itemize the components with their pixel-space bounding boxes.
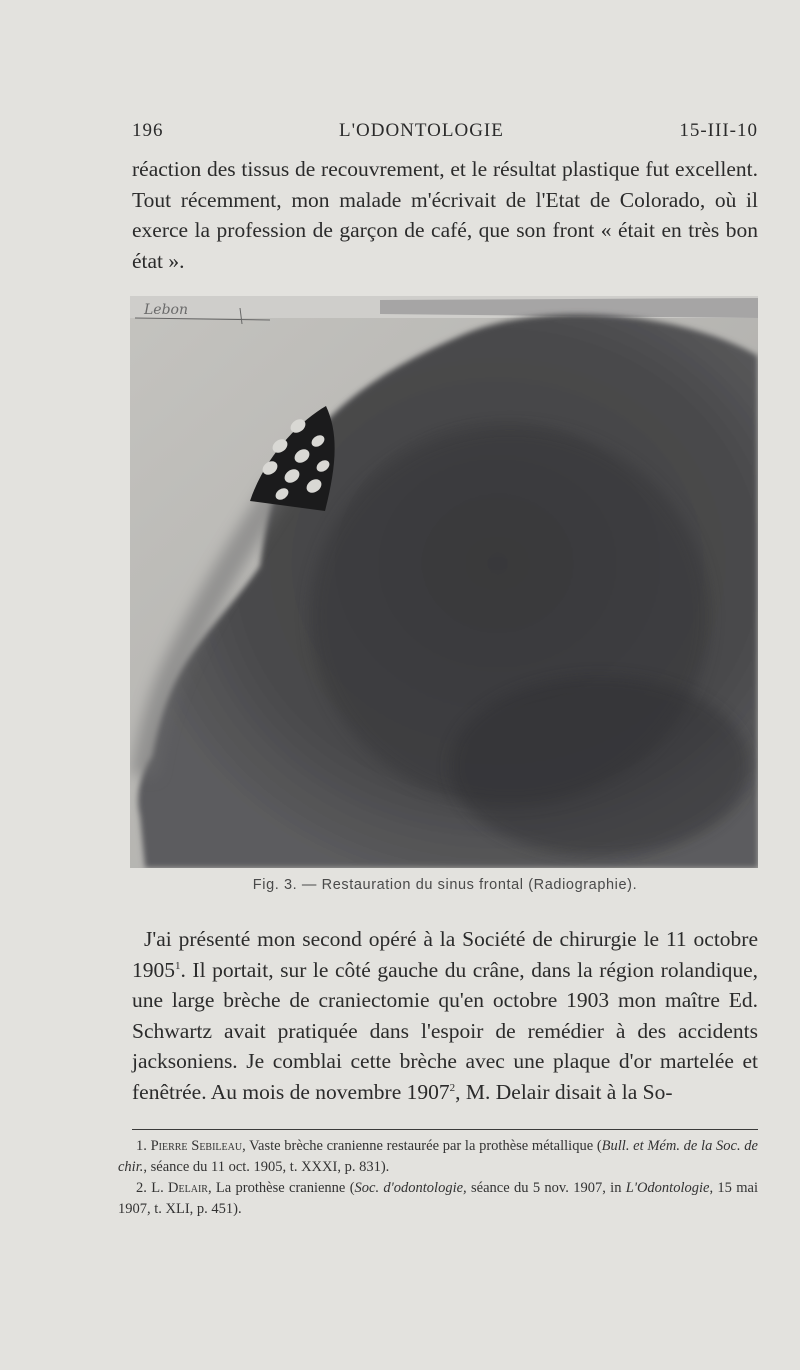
footnotes — [118, 1136, 758, 1220]
footnote-text: , La prothèse cranienne ( — [207, 1180, 355, 1196]
figure-caption: Fig. 3. — Restauration du sinus frontal (Radiographie). — [252, 877, 638, 893]
footnote-source: Soc. d'odontologie, — [354, 1180, 467, 1196]
footnote-text: , Vaste brèche cranienne restaurée par la prothèse métallique ( — [242, 1138, 602, 1154]
footnote-2 — [118, 1178, 758, 1220]
footnote-ref-2[interactable]: 2 — [449, 1081, 456, 1094]
footnote-tail: , séance du 11 oct. 1905, t. XXXI, p. 831). — [143, 1159, 390, 1175]
footnote-source-2: L'Odontologie — [625, 1180, 710, 1196]
paragraph-2-part-2: . Il portait, sur le côté gauche du crâne, dans la région rolandique, une large brèche de craniectomie qu'en octobre 1903 mon maître Ed. Schwartz avait pratiquée dans l'espoir de remédier à des accidents jacksoniens. Je comblai cette brèche avec une plaque d'or martelée et fenêtrée. Au mois de novembre 1907 — [132, 957, 758, 1104]
footnote-source: Bull. et Mém. de la Soc. de chir. — [118, 1138, 758, 1175]
footnote-author: L. Delair — [151, 1180, 208, 1196]
footnote-1 — [118, 1136, 758, 1178]
radiograph-figure — [130, 296, 758, 868]
paragraph-1: réaction des tissus de recouvrement, et le résultat plastique fut excellent. Tout récemment, mon malade m'écrivait de l'Etat de Colorado, où il exerce la profession de garçon de café, que son front « était en très bon état ». — [132, 157, 758, 273]
journal-title: L'ODONTOLOGIE — [338, 120, 504, 141]
footnote-number: 1. — [136, 1138, 147, 1154]
footnote-number: 2. — [136, 1180, 147, 1196]
paragraph-2 — [132, 924, 758, 1107]
page-number: 196 — [132, 120, 164, 141]
footnote-author: Pierre Sebileau — [150, 1138, 243, 1154]
footnote-tail-2: , 15 mai 1907, t. XLI, p. 451). — [118, 1180, 758, 1217]
handwritten-note: Lebon — [144, 302, 188, 318]
footnote-ref-1[interactable]: 1 — [175, 959, 181, 972]
skull-radiograph-image — [130, 296, 758, 868]
paragraph-2-part-3: , M. Delair disait à la So- — [455, 1079, 673, 1104]
paragraph-2-part-1: J'ai présenté mon second opéré à la Société de chirurgie le 11 octobre 1905 — [132, 927, 758, 982]
issue-date: 15-III-10 — [679, 120, 758, 141]
footnote-rule — [132, 1129, 758, 1130]
footnote-tail: séance du 5 nov. 1907, in — [466, 1180, 626, 1196]
running-header — [132, 120, 758, 144]
